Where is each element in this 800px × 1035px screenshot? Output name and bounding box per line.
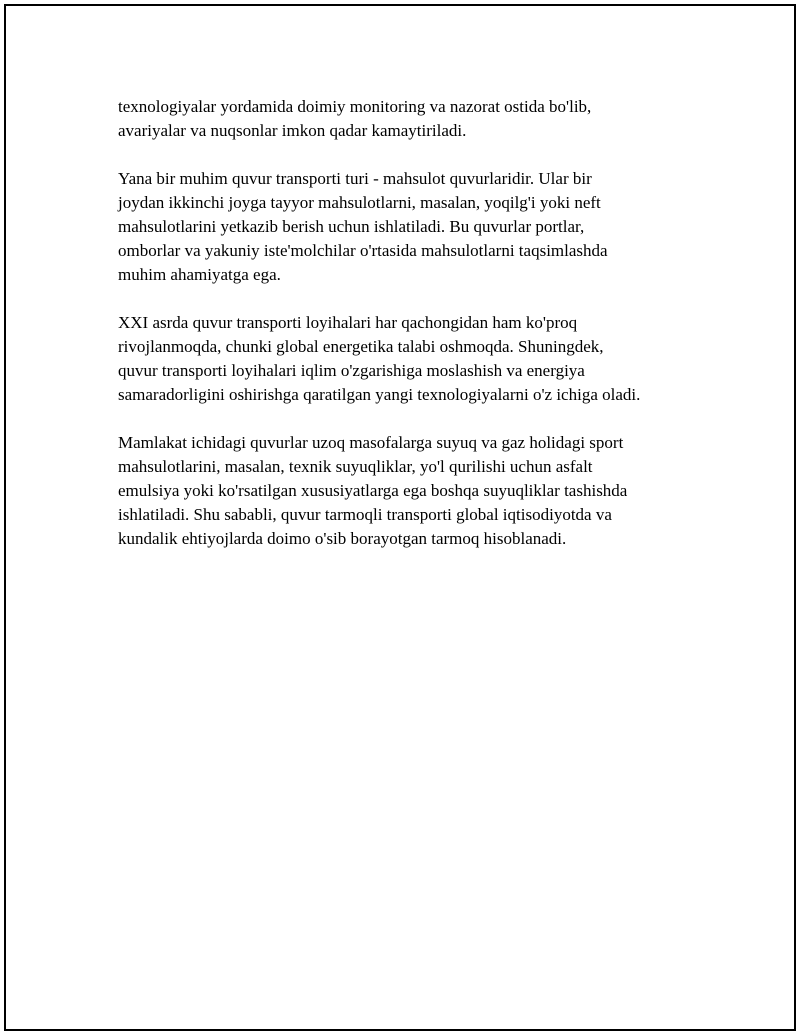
document-body xyxy=(118,95,708,575)
paragraph-1: texnologiyalar yordamida doimiy monitoring va nazorat ostida bo'lib, avariyalar va nuqsonlar imkon qadar kamaytiriladi. xyxy=(118,97,592,140)
paragraph-3: XXI asrda quvur transporti loyihalari har qachongidan ham ko'proq rivojlanmoqda, chunki global energetika talabi oshmoqda. Shuningdek, quvur transporti loyihalari iqlim o'zgarishiga moslashish va energiya samaradorligini oshirishga qaratilgan yangi texnologiyalarni o'z ichiga oladi. xyxy=(118,313,641,404)
document-page xyxy=(4,4,796,1031)
paragraph-4: Mamlakat ichidagi quvurlar uzoq masofalarga suyuq va gaz holidagi sport mahsulotlarini, masalan, texnik suyuqliklar, yo'l qurilishi uchun asfalt emulsiya yoki ko'rsatilgan xususiyatlarga ega boshqa suyuqliklar tashishda ishlatiladi. Shu sababli, quvur tarmoqli transporti global iqtisodiyotda va kundalik ehtiyojlarda doimo o'sib borayotgan tarmoq hisoblanadi. xyxy=(118,433,628,548)
paragraph-2: Yana bir muhim quvur transporti turi - mahsulot quvurlaridir. Ular bir joydan ikkinchi joyga tayyor mahsulotlarni, masalan, yoqilg'i yoki neft mahsulotlarini yetkazib berish uchun ishlatiladi. Bu quvurlar portlar, omborlar va yakuniy iste'molchilar o'rtasida mahsulotlarni taqsimlashda muhim ahamiyatga ega. xyxy=(118,169,608,284)
